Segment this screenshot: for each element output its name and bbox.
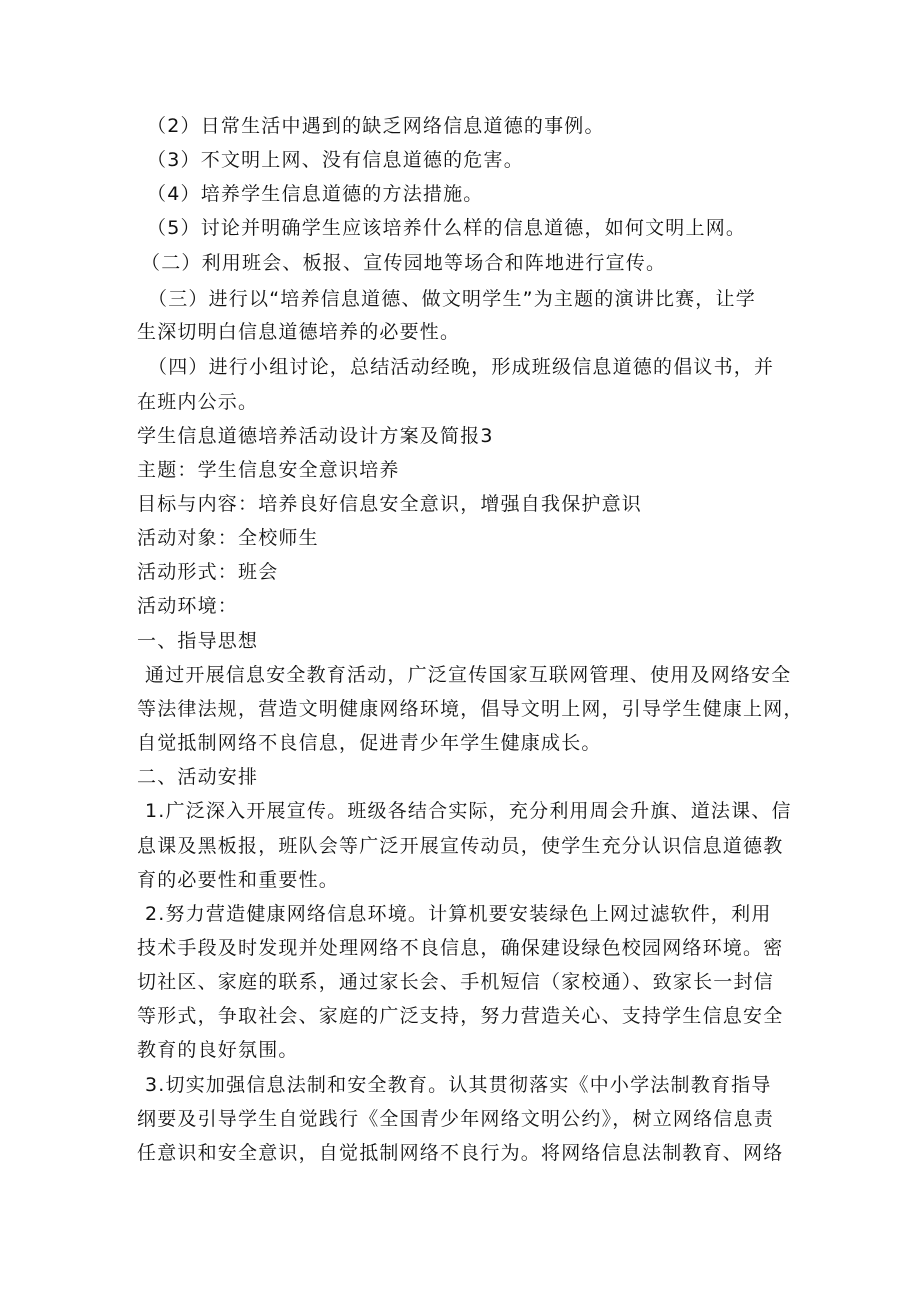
text-line: 纲要及引导学生自觉践行《全国青少年网络文明公约》，树立网络信息责 bbox=[137, 1108, 774, 1130]
text-line: （2）日常生活中遇到的缺乏网络信息道德的事例。 bbox=[147, 115, 605, 137]
text-line: 切社区、家庭的联系，通过家长会、手机短信（家校通）、致家长一封信 bbox=[137, 971, 774, 993]
text-line: 等形式，争取社会、家庭的广泛支持，努力营造关心、支持学生信息安全 bbox=[137, 1005, 784, 1027]
text-line: 任意识和安全意识，自觉抵制网络不良行为。将网络信息法制教育、网络 bbox=[137, 1142, 784, 1164]
text-line: 在班内公示。 bbox=[137, 391, 259, 413]
text-line: （5）讨论并明确学生应该培养什么样的信息道德，如何文明上网。 bbox=[147, 217, 747, 239]
text-line: 自觉抵制网络不良信息，促进青少年学生健康成长。 bbox=[137, 732, 602, 754]
text-line: （3）不文明上网、没有信息道德的危害。 bbox=[147, 149, 524, 171]
text-line: 息课及黑板报，班队会等广泛开展宣传动员，使学生充分认识信息道德教 bbox=[137, 835, 784, 857]
text-line: 生深切明白信息道德培养的必要性。 bbox=[137, 321, 461, 343]
text-line: 学生信息道德培养活动设计方案及简报3 bbox=[137, 425, 494, 447]
text-line: （三）进行以“培养信息道德、做文明学生”为主题的演讲比赛，让学 bbox=[148, 288, 756, 310]
text-line: 1.广泛深入开展宣传。班级各结合实际，充分利用周会升旗、道法课、信 bbox=[145, 800, 792, 822]
text-line: 等法律法规，营造文明健康网络环境，倡导文明上网，引导学生健康上网， bbox=[137, 698, 804, 720]
text-line: 育的必要性和重要性。 bbox=[137, 869, 340, 891]
text-line: 活动形式：班会 bbox=[137, 561, 279, 583]
text-line: 教育的良好氛围。 bbox=[137, 1039, 299, 1061]
text-line: 二、活动安排 bbox=[137, 766, 259, 788]
text-line: 2.努力营造健康网络信息环境。计算机要安装绿色上网过滤软件，利用 bbox=[145, 903, 772, 925]
text-line: 通过开展信息安全教育活动，广泛宣传国家互联网管理、使用及网络安全 bbox=[145, 664, 792, 686]
text-line: （二）利用班会、板报、宣传园地等场合和阵地进行宣传。 bbox=[141, 252, 667, 274]
text-line: 目标与内容：培养良好信息安全意识，增强自我保护意识 bbox=[137, 493, 643, 515]
text-line: 活动环境： bbox=[137, 595, 239, 617]
text-line: （四）进行小组讨论，总结活动经晚，形成班级信息道德的倡议书，并 bbox=[148, 356, 775, 378]
text-line: 3.切实加强信息法制和安全教育。认其贯彻落实《中小学法制教育指导 bbox=[145, 1074, 772, 1096]
text-line: （4）培养学生信息道德的方法措施。 bbox=[147, 183, 484, 205]
text-line: 主题：学生信息安全意识培养 bbox=[137, 459, 400, 481]
text-line: 技术手段及时发现并处理网络不良信息，确保建设绿色校园网络环境。密 bbox=[137, 937, 784, 959]
text-line: 一、指导思想 bbox=[137, 630, 259, 652]
text-line: 活动对象：全校师生 bbox=[137, 527, 319, 549]
